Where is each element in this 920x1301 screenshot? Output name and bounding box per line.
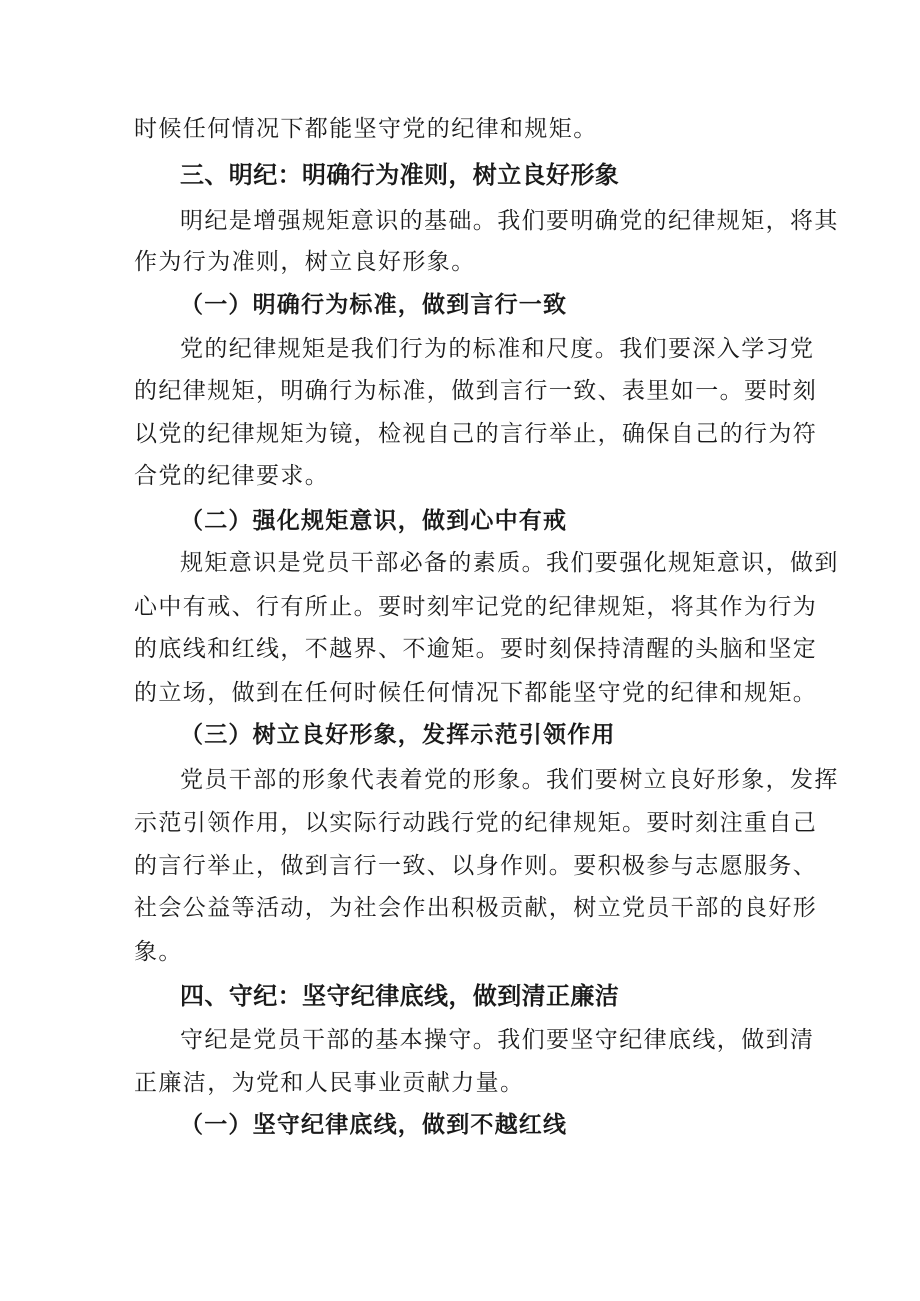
paragraph-line: 党的纪律规矩是我们行为的标准和尺度。我们要深入学习党 bbox=[180, 336, 815, 362]
paragraph-line: 心中有戒、行有所止。要时刻牢记党的纪律规矩，将其作为行为 bbox=[134, 594, 818, 620]
section-heading-4: 四、守纪：坚守纪律底线，做到清正廉洁 bbox=[180, 982, 620, 1010]
paragraph-line: 正廉洁，为党和人民事业贡献力量。 bbox=[134, 1070, 525, 1096]
paragraph-line: 的底线和红线，不越界、不逾矩。要时刻保持清醒的头脑和坚定 bbox=[134, 636, 818, 662]
paragraph-line: 作为行为准则，树立良好形象。 bbox=[134, 249, 476, 275]
paragraph-line: 的言行举止，做到言行一致、以身作则。要积极参与志愿服务、 bbox=[134, 853, 818, 879]
paragraph-line: 象。 bbox=[134, 939, 183, 965]
paragraph-line: 的立场，做到在任何时候任何情况下都能坚守党的纪律和规矩。 bbox=[134, 680, 818, 706]
paragraph-continuation-line: 时候任何情况下都能坚守党的纪律和规矩。 bbox=[134, 116, 598, 142]
subsection-heading-3-2: （二）强化规矩意识，做到心中有戒 bbox=[180, 507, 568, 534]
paragraph-line: 示范引领作用，以实际行动践行党的纪律规矩。要时刻注重自己 bbox=[134, 810, 818, 836]
subsection-heading-3-1: （一）明确行为标准，做到言行一致 bbox=[180, 291, 568, 318]
subsection-heading-4-1: （一）坚守纪律底线，做到不越红线 bbox=[180, 1111, 568, 1138]
paragraph-line: 规矩意识是党员干部必备的素质。我们要强化规矩意识，做到 bbox=[180, 550, 839, 576]
subsection-heading-3-3: （三）树立良好形象，发挥示范引领作用 bbox=[180, 721, 616, 748]
section-heading-3: 三、明纪：明确行为准则，树立良好形象 bbox=[180, 161, 620, 189]
paragraph-line: 合党的纪律要求。 bbox=[134, 463, 330, 489]
paragraph-line: 以党的纪律规矩为镜，检视自己的言行举止，确保自己的行为符 bbox=[134, 421, 818, 447]
paragraph-line: 明纪是增强规矩意识的基础。我们要明确党的纪律规矩，将其 bbox=[180, 208, 839, 234]
paragraph-line: 守纪是党员干部的基本操守。我们要坚守纪律底线，做到清 bbox=[180, 1027, 815, 1053]
paragraph-line: 党员干部的形象代表着党的形象。我们要树立良好形象，发挥 bbox=[180, 767, 839, 793]
paragraph-line: 社会公益等活动，为社会作出积极贡献，树立党员干部的良好形 bbox=[134, 895, 818, 921]
paragraph-line: 的纪律规矩，明确行为标准，做到言行一致、表里如一。要时刻 bbox=[134, 378, 818, 404]
